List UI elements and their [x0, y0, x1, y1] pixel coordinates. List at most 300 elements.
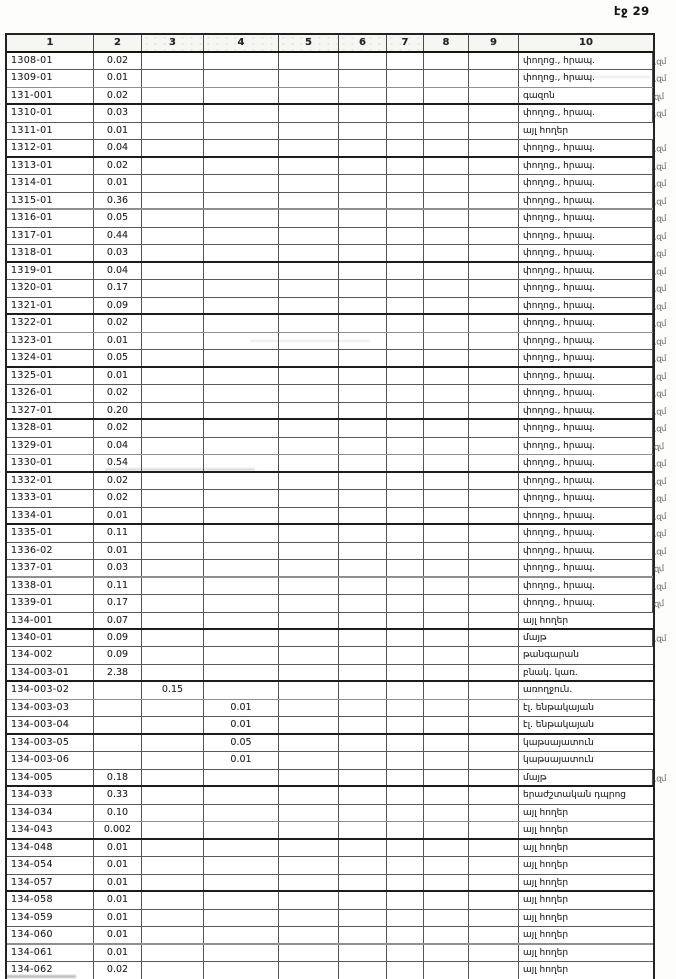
cell-empty [142, 857, 204, 873]
cell-land-use-label: այլ հողեր [523, 930, 569, 941]
cell-parcel-code: 134-001 [7, 613, 94, 628]
cell-area-value: 0.03 [94, 245, 142, 260]
cell-empty [142, 350, 204, 365]
cell-empty [279, 368, 339, 384]
cell-empty [424, 158, 469, 174]
handwritten-margin-note: .զմ [653, 284, 667, 295]
cell-empty [142, 717, 204, 732]
cell-empty [469, 875, 519, 890]
cell-empty [424, 350, 469, 365]
column-header: 5 [279, 35, 339, 51]
cell-empty [204, 158, 279, 174]
cell-area-value: 0.02 [94, 53, 142, 69]
handwritten-margin-note: .զմ [653, 581, 667, 593]
table-row [7, 315, 667, 332]
cell-empty [469, 892, 519, 908]
table-row [7, 193, 667, 210]
cell-empty [424, 175, 469, 191]
cell-empty [279, 735, 339, 751]
cell-land-use-label: փողոց., հրապ. [519, 578, 653, 594]
cell-empty [279, 892, 339, 908]
handwritten-margin-note: .զմ [653, 476, 667, 488]
cell-parcel-code: 1314-01 [7, 175, 94, 191]
cell-parcel-code: 134-058 [7, 892, 94, 908]
cell-land-use-label: փողոց., հրապ. [519, 105, 653, 121]
cell-area-value: 0.03 [94, 560, 142, 575]
cell-land-use-label: փողոց., հրապ. [519, 140, 653, 155]
cell-empty [424, 910, 469, 926]
cell-area-value: 2.38 [94, 665, 142, 680]
cell-parcel-code: 134-005 [7, 770, 94, 785]
cell-empty [387, 455, 424, 470]
cell-empty [142, 840, 204, 856]
cell-empty [339, 910, 387, 926]
handwritten-margin-note: .զմ [653, 214, 667, 226]
cell-parcel-code: 134-003-05 [7, 735, 94, 751]
handwritten-margin-note: .զմ [653, 144, 667, 156]
cell-land-use-label: փողոց., հրապ. [519, 543, 653, 559]
table-row [7, 665, 653, 682]
cell-empty [279, 385, 339, 401]
cell-empty [339, 245, 387, 260]
cell-empty [469, 962, 519, 979]
cell-parcel-code: 1336-02 [7, 543, 94, 559]
cell-empty [339, 735, 387, 751]
cell-empty [204, 962, 279, 979]
cell-empty [424, 543, 469, 559]
cell-land-use-label: այլ հողեր [523, 877, 569, 888]
cell-parcel-code: 134-003-04 [7, 717, 94, 732]
cell-empty [387, 158, 424, 174]
cell-area-value: 0.01 [94, 333, 142, 349]
table-row [7, 543, 667, 560]
cell-empty [279, 822, 339, 837]
table-row [7, 717, 653, 734]
cell-empty [339, 193, 387, 208]
cell-empty [279, 717, 339, 732]
cell-empty [387, 193, 424, 208]
cell-empty [469, 403, 519, 418]
cell-empty [469, 508, 519, 523]
cell-empty [204, 455, 279, 470]
cell-empty [424, 140, 469, 155]
cell-empty [387, 490, 424, 506]
cell-empty [339, 350, 387, 365]
cell-empty [279, 438, 339, 454]
cell-land-use-label: բնակ. կառ. [523, 667, 578, 678]
cell-empty [142, 175, 204, 191]
cell-parcel-code: 1333-01 [7, 490, 94, 506]
cell-parcel-code: 1326-01 [7, 385, 94, 401]
cell-empty [204, 595, 279, 611]
cell-parcel-code: 1327-01 [7, 403, 94, 418]
cell-empty [387, 53, 424, 69]
cell-empty [339, 385, 387, 401]
cell-empty [387, 543, 424, 559]
handwritten-margin-note: .զմ [653, 249, 667, 261]
cell-empty [204, 438, 279, 454]
cell-empty [142, 368, 204, 384]
cell-empty [424, 752, 469, 768]
cell-empty [469, 298, 519, 313]
cell-empty [424, 822, 469, 837]
cell-empty [204, 228, 279, 244]
cell-parcel-code: 1324-01 [7, 350, 94, 365]
cell-area-value: 0.01 [94, 123, 142, 139]
cell-empty [142, 455, 204, 470]
cell-land-use-label: այլ հողեր [523, 947, 569, 958]
cell-empty [279, 403, 339, 418]
cell-empty [94, 735, 142, 751]
cell-parcel-code: 1337-01 [7, 560, 94, 575]
cell-empty [204, 123, 279, 139]
cell-parcel-code: 1340-01 [7, 630, 94, 646]
cell-parcel-code: 1317-01 [7, 228, 94, 244]
page-number: էջ 29 [614, 4, 650, 18]
cell-land-use-label: այլ հողեր [523, 615, 569, 626]
cell-area-value: 0.09 [94, 298, 142, 313]
handwritten-margin-note: .զմ [653, 773, 667, 785]
cell-parcel-code: 134-002 [7, 647, 94, 663]
cell-empty [339, 892, 387, 908]
cell-empty [469, 263, 519, 279]
cell-empty [387, 368, 424, 384]
table-row [7, 700, 653, 717]
cell-empty [142, 752, 204, 768]
cell-empty [469, 123, 519, 139]
cell-empty [387, 595, 424, 611]
cell-empty [204, 333, 279, 349]
cell-empty [387, 298, 424, 313]
table-row [7, 368, 667, 385]
cell-area-value: 0.05 [94, 210, 142, 226]
cell-empty [204, 53, 279, 69]
cell-land-use-label: այլ հողեր [523, 965, 569, 976]
cell-empty [279, 613, 339, 628]
cell-empty [204, 560, 279, 575]
cell-empty [339, 53, 387, 69]
table-row [7, 927, 653, 944]
cell-empty [387, 682, 424, 698]
cell-parcel-code: 134-054 [7, 857, 94, 873]
cell-empty [469, 158, 519, 174]
cell-land-use-label: փողոց., հրապ. [519, 175, 653, 191]
cell-empty [424, 682, 469, 698]
cell-empty [279, 123, 339, 139]
cell-empty [279, 53, 339, 69]
cell-area-value: 0.03 [94, 105, 142, 121]
cell-empty [204, 787, 279, 803]
cell-empty [387, 280, 424, 296]
cell-area-value: 0.01 [94, 543, 142, 559]
handwritten-margin-note: .զմ [653, 179, 667, 191]
cell-empty [142, 385, 204, 401]
cell-parcel-code: 131-001 [7, 88, 94, 103]
cell-empty [279, 193, 339, 208]
cell-parcel-code: 1334-01 [7, 508, 94, 523]
cell-empty [94, 752, 142, 768]
table-row [7, 245, 667, 262]
cell-land-use-label: փողոց., հրապ. [519, 333, 653, 349]
table-row [7, 298, 667, 315]
table-row [7, 735, 653, 752]
cell-empty [279, 263, 339, 279]
cell-empty [424, 385, 469, 401]
table-row [7, 525, 667, 542]
cell-empty [339, 228, 387, 244]
cell-empty [204, 140, 279, 155]
cell-parcel-code: 134-061 [7, 945, 94, 961]
handwritten-margin-note: զմ [653, 564, 665, 575]
cell-empty [142, 140, 204, 155]
cell-land-use-label: թանգարան [523, 650, 579, 661]
cell-empty [142, 490, 204, 506]
cell-empty [279, 140, 339, 155]
handwritten-margin-note: .զմ [653, 231, 667, 243]
table-row [7, 630, 667, 647]
cell-empty [204, 88, 279, 103]
table-row [7, 787, 653, 804]
cell-empty [204, 70, 279, 86]
handwritten-margin-note: .զմ [653, 633, 667, 645]
cell-empty [142, 647, 204, 663]
cell-empty [94, 700, 142, 716]
cell-empty [339, 210, 387, 226]
cell-empty [339, 298, 387, 313]
column-header: 3 [142, 35, 204, 51]
cell-empty [469, 595, 519, 611]
cell-empty [424, 105, 469, 121]
cell-area-value: 0.17 [94, 595, 142, 611]
cell-empty [387, 735, 424, 751]
cell-empty [424, 525, 469, 541]
cell-empty [387, 175, 424, 191]
cell-empty [387, 613, 424, 628]
cell-empty [424, 438, 469, 454]
table-row [7, 158, 667, 175]
cell-parcel-code: 134-003-01 [7, 665, 94, 680]
cell-parcel-code: 1330-01 [7, 455, 94, 470]
handwritten-margin-note: .զմ [653, 511, 667, 523]
cell-area-value: 0.04 [94, 140, 142, 155]
cell-parcel-code: 1316-01 [7, 210, 94, 226]
cell-empty [469, 525, 519, 541]
table-row [7, 962, 653, 979]
cell-empty [469, 140, 519, 155]
cell-empty [204, 525, 279, 541]
cell-empty [142, 595, 204, 611]
cell-empty [469, 682, 519, 698]
cell-empty [279, 105, 339, 121]
cell-empty [339, 420, 387, 436]
cell-area-value: 0.11 [94, 525, 142, 541]
cell-empty [339, 927, 387, 942]
cell-empty [469, 543, 519, 559]
cell-empty [469, 210, 519, 226]
cell-land-use-label: այլ հողեր [523, 825, 569, 836]
cell-empty [142, 333, 204, 349]
table-row [7, 473, 667, 490]
cell-empty [387, 945, 424, 961]
cell-empty [469, 822, 519, 837]
table-row [7, 333, 667, 350]
cell-parcel-code: 134-003-02 [7, 682, 94, 698]
cell-parcel-code: 1332-01 [7, 473, 94, 489]
table-header-row [7, 35, 653, 53]
handwritten-margin-note: .զմ [653, 528, 667, 540]
cell-empty [387, 245, 424, 260]
cell-area-value: 0.17 [94, 280, 142, 296]
cell-empty [142, 123, 204, 139]
cell-empty [279, 770, 339, 785]
cell-empty [469, 805, 519, 821]
table-row [7, 53, 667, 70]
cell-empty [424, 70, 469, 86]
cell-empty [142, 298, 204, 313]
cell-land-use-label: փողոց., հրապ. [519, 350, 653, 365]
table-row [7, 560, 665, 577]
cell-area-value: 0.01 [94, 857, 142, 873]
cell-empty [424, 630, 469, 646]
cell-empty [469, 787, 519, 803]
table-row [7, 752, 653, 769]
cell-empty [279, 578, 339, 594]
cell-empty [424, 88, 469, 103]
cell-empty [424, 578, 469, 594]
cell-empty [94, 682, 142, 698]
cell-empty [387, 647, 424, 663]
cell-empty [279, 490, 339, 506]
cell-empty [469, 630, 519, 646]
cell-empty [339, 700, 387, 716]
cell-empty [339, 88, 387, 103]
cell-empty [424, 403, 469, 418]
table-body [7, 53, 667, 979]
cell-empty [142, 193, 204, 208]
cell-empty [279, 420, 339, 436]
cell-empty [339, 455, 387, 470]
cell-land-use-label: փողոց., հրապ. [519, 245, 653, 260]
table-row [7, 910, 653, 927]
handwritten-margin-note: .զմ [653, 161, 667, 173]
cell-empty [339, 560, 387, 575]
cell-empty [387, 840, 424, 856]
handwritten-margin-note: .զմ [653, 354, 667, 365]
cell-empty [424, 665, 469, 680]
cell-parcel-code: 134-059 [7, 910, 94, 926]
column-header: 8 [424, 35, 469, 51]
cell-empty [339, 805, 387, 821]
cell-empty [339, 665, 387, 680]
cell-empty [339, 962, 387, 979]
cell-empty [279, 280, 339, 296]
cell-land-use-label: փողոց., հրապ. [519, 490, 653, 506]
cell-empty [469, 350, 519, 365]
cell-empty [469, 490, 519, 506]
cell-empty [142, 158, 204, 174]
cell-empty [279, 158, 339, 174]
cell-parcel-code: 1320-01 [7, 280, 94, 296]
cell-empty [204, 175, 279, 191]
cell-parcel-code: 134-003-06 [7, 752, 94, 768]
cell-empty [339, 752, 387, 768]
table-row [7, 280, 667, 297]
handwritten-margin-note: .զմ [653, 266, 667, 278]
cell-area-value: 0.02 [94, 385, 142, 401]
table-row [7, 438, 665, 455]
cell-empty [469, 333, 519, 349]
cell-empty [339, 140, 387, 155]
cell-empty [339, 490, 387, 506]
cell-empty [279, 210, 339, 226]
cell-empty [424, 280, 469, 296]
cell-empty [424, 647, 469, 663]
cell-parcel-code: 1339-01 [7, 595, 94, 611]
cell-area-value: 0.01 [94, 945, 142, 961]
cell-parcel-code: 134-003-03 [7, 700, 94, 716]
cell-area-value: 0.05 [94, 350, 142, 365]
handwritten-margin-note: զմ [653, 441, 665, 453]
table-row [7, 508, 667, 525]
cell-empty [279, 647, 339, 663]
cell-empty [204, 385, 279, 401]
table-row [7, 88, 665, 105]
cell-empty [469, 910, 519, 926]
table-row [7, 70, 667, 87]
handwritten-margin-note: .զմ [653, 406, 667, 418]
cell-empty [204, 945, 279, 961]
table-row [7, 455, 667, 472]
cell-area-value: 0.54 [94, 455, 142, 470]
cell-empty [387, 403, 424, 418]
cell-empty [339, 840, 387, 856]
cell-empty [279, 88, 339, 103]
cell-empty [387, 578, 424, 594]
handwritten-margin-note: զմ [653, 91, 665, 103]
cell-land-use-label: փողոց., հրապ. [519, 525, 653, 541]
cell-land-use-label: փողոց., հրապ. [519, 385, 653, 401]
cell-empty [387, 700, 424, 716]
handwritten-margin-note: .զմ [653, 493, 667, 505]
cell-empty [339, 263, 387, 279]
cell-empty [204, 875, 279, 890]
cell-empty [142, 70, 204, 86]
cell-land-use-label: երաժշտական դպրոց [523, 790, 626, 801]
cell-empty [142, 508, 204, 523]
cell-empty [204, 613, 279, 628]
cell-empty [424, 245, 469, 260]
cell-land-use-label: փողոց., հրապ. [519, 315, 653, 331]
cell-area-value: 0.02 [94, 158, 142, 174]
cell-empty [387, 140, 424, 155]
cell-empty [279, 752, 339, 768]
cell-empty [279, 927, 339, 942]
cell-empty [387, 315, 424, 331]
cell-empty [339, 682, 387, 698]
cell-empty [424, 508, 469, 523]
cell-empty [339, 315, 387, 331]
cell-area-value: 0.002 [94, 822, 142, 837]
cell-empty [142, 105, 204, 121]
cell-area-value: 0.44 [94, 228, 142, 244]
cell-empty [339, 280, 387, 296]
table-row [7, 892, 653, 909]
cell-empty [469, 927, 519, 942]
cell-parcel-code: 1312-01 [7, 140, 94, 155]
cell-empty [142, 525, 204, 541]
column-header: 2 [94, 35, 142, 51]
cell-empty [279, 455, 339, 470]
